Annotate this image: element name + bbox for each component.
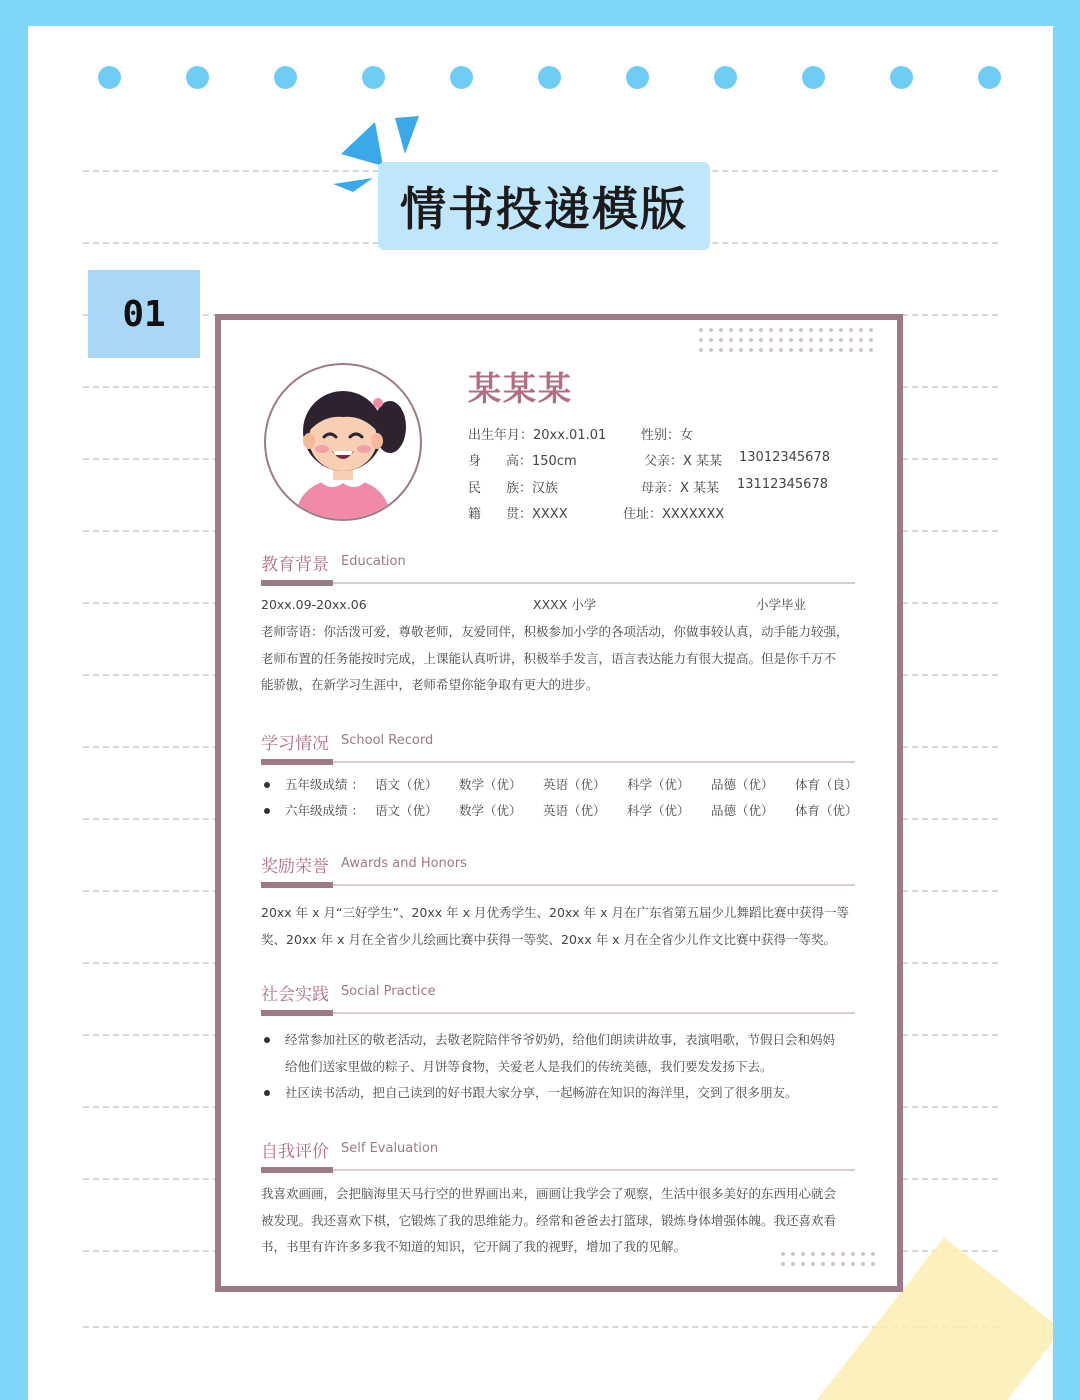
section-accent-bar	[261, 882, 333, 888]
pattern-dot	[789, 348, 793, 352]
origin-label: 籍	[468, 507, 482, 522]
pattern-dot	[749, 348, 753, 352]
binder-hole	[890, 66, 913, 89]
bullet-icon	[264, 1090, 270, 1096]
pattern-dot	[821, 1262, 825, 1266]
father-name: 父亲：X 某某	[644, 454, 723, 469]
grade-item: 语文（优）	[375, 803, 438, 818]
pattern-dot	[831, 1262, 835, 1266]
address: 住址：XXXXXXX	[623, 507, 725, 522]
grade-row-label: 五年级成绩 ：	[285, 777, 364, 792]
section-title-en: Self Evaluation	[341, 1141, 439, 1156]
binder-hole	[626, 66, 649, 89]
text-line: 奖、20xx 年 x 月在全省少儿绘画比赛中获得一等奖、20xx 年 x 月在全省少儿作文比赛中获得一等奖。	[261, 931, 837, 947]
binder-hole	[538, 66, 561, 89]
self-eval-text	[261, 1181, 836, 1261]
grade-item: 科学（优）	[627, 803, 690, 818]
pattern-dot	[729, 348, 733, 352]
awards-text	[261, 900, 849, 953]
pattern-dot	[839, 328, 843, 332]
pattern-dot	[789, 328, 793, 332]
pattern-dot	[849, 348, 853, 352]
pattern-dot	[829, 338, 833, 342]
pattern-dot	[829, 348, 833, 352]
binder-holes	[98, 66, 998, 90]
gender: 性别：女	[641, 428, 694, 443]
section-divider	[261, 761, 855, 763]
pattern-dot	[709, 348, 713, 352]
pattern-dot	[871, 1252, 875, 1256]
text-line: 给他们送家里做的粽子、月饼等食物，关爱老人是我们的传统美德，我们要发发扬下去。	[285, 1058, 773, 1074]
pattern-dot	[699, 338, 703, 342]
section-title-cn: 社会实践	[261, 985, 329, 1005]
pattern-dot	[841, 1252, 845, 1256]
pattern-dot	[789, 338, 793, 342]
pattern-dot	[859, 348, 863, 352]
education-comment	[261, 619, 849, 699]
pattern-dot	[871, 1262, 875, 1266]
text-line: 书，书里有许许多多我不知道的知识，它开阔了我的视野，增加了我的见解。	[261, 1239, 687, 1254]
pattern-dot	[709, 338, 713, 342]
mother-name: 母亲：X 某某	[641, 481, 720, 496]
binder-hole	[450, 66, 473, 89]
education-status: 小学毕业	[756, 597, 807, 612]
pattern-dot	[759, 348, 763, 352]
grade-item: 数学（优）	[459, 803, 522, 818]
pattern-dot	[709, 328, 713, 332]
pattern-dot	[839, 348, 843, 352]
section-accent-bar	[261, 580, 333, 586]
section-title-en: Education	[341, 554, 406, 569]
grade-row-label: 六年级成绩 ：	[285, 803, 364, 818]
grade-item: 品德（优）	[711, 777, 774, 792]
pattern-dot	[739, 348, 743, 352]
bullet-icon	[264, 782, 270, 788]
binder-hole	[714, 66, 737, 89]
ruled-line	[83, 1326, 998, 1328]
avatar	[264, 363, 422, 521]
section-accent-bar	[261, 1010, 333, 1016]
pattern-dot	[759, 328, 763, 332]
grade-item: 语文（优）	[375, 777, 438, 792]
section-divider	[261, 582, 855, 584]
pattern-dot	[781, 1262, 785, 1266]
pattern-dot	[851, 1262, 855, 1266]
education-school: XXXX 小学	[533, 597, 597, 612]
text-line: 被发现。我还喜欢下棋，它锻炼了我的思维能力。经常和爸爸去打篮球，锻炼身体增强体魄。我还喜欢看	[261, 1212, 837, 1228]
pattern-dot	[729, 328, 733, 332]
section-title-cn: 奖励荣誉	[261, 857, 329, 877]
pattern-dot	[819, 328, 823, 332]
grade-item: 体育（良）	[795, 777, 858, 792]
pattern-dot	[829, 328, 833, 332]
number-label: 01	[122, 293, 166, 335]
pattern-dot	[749, 338, 753, 342]
pattern-dot	[869, 328, 873, 332]
pattern-dot	[851, 1252, 855, 1256]
pattern-dot	[809, 328, 813, 332]
pattern-dot	[719, 348, 723, 352]
section-divider	[261, 884, 855, 886]
section-header-social	[261, 980, 859, 1010]
text-line: 我喜欢画画，会把脑海里天马行空的世界画出来，画画让我学会了观察，生活中很多美好的东西用心就会	[261, 1186, 837, 1201]
bullet-icon	[264, 1037, 270, 1043]
pattern-dot	[759, 338, 763, 342]
pattern-dot	[849, 328, 853, 332]
section-accent-bar	[261, 759, 333, 765]
title-banner	[378, 162, 710, 250]
pattern-dot	[839, 338, 843, 342]
text-line: 老师寄语：你活泼可爱，尊敬老师，友爱同伴，积极参加小学的各项活动，你做事较认真，动手能力较强，	[261, 624, 849, 639]
pattern-dot	[819, 338, 823, 342]
page-title: 情书投递模版	[400, 182, 688, 236]
pattern-dot	[739, 328, 743, 332]
mother-phone: 13112345678	[737, 477, 828, 492]
pattern-dot	[799, 328, 803, 332]
social-item	[285, 1080, 798, 1107]
pattern-dot	[791, 1262, 795, 1266]
pattern-dot	[809, 348, 813, 352]
number-badge	[88, 270, 200, 358]
pattern-dot	[739, 338, 743, 342]
pattern-dot	[819, 348, 823, 352]
pattern-dot	[859, 338, 863, 342]
section-title-cn: 学习情况	[261, 734, 329, 754]
pattern-dot	[699, 328, 703, 332]
pattern-dot	[749, 328, 753, 332]
pattern-dot	[729, 338, 733, 342]
pattern-dot	[699, 348, 703, 352]
social-item	[285, 1027, 835, 1080]
section-divider	[261, 1012, 855, 1014]
section-title-en: Awards and Honors	[341, 856, 467, 871]
binder-hole	[802, 66, 825, 89]
grade-item: 品德（优）	[711, 803, 774, 818]
pattern-dot	[869, 348, 873, 352]
section-divider	[261, 1169, 855, 1171]
text-line: 20xx 年 x 月“三好学生”、20xx 年 x 月优秀学生、20xx 年 x 月在广东省第五届少儿舞蹈比赛中获得一等	[261, 905, 850, 920]
section-header-education	[261, 550, 859, 580]
binder-hole	[186, 66, 209, 89]
pattern-dot	[769, 338, 773, 342]
grade-item: 科学（优）	[627, 777, 690, 792]
notebook-paper	[28, 26, 1053, 1400]
resume-card	[215, 314, 903, 1292]
text-line: 经常参加社区的敬老活动，去敬老院陪伴爷爷奶奶，给他们朗读讲故事，表演唱歌，节假日会和妈妈	[285, 1032, 836, 1047]
pattern-dot	[779, 328, 783, 332]
section-title-en: Social Practice	[341, 984, 436, 999]
pattern-dot	[799, 348, 803, 352]
nation-label: 民	[468, 481, 482, 496]
grade-item: 体育（优）	[795, 803, 858, 818]
pattern-dot	[861, 1262, 865, 1266]
nation-value: 族：汉族	[506, 481, 559, 496]
pattern-dot	[849, 338, 853, 342]
height-label: 身	[468, 454, 482, 469]
binder-hole	[362, 66, 385, 89]
pattern-dot	[801, 1262, 805, 1266]
pattern-dot	[869, 338, 873, 342]
binder-hole	[98, 66, 121, 89]
pattern-dot	[861, 1252, 865, 1256]
section-header-school-record	[261, 729, 859, 759]
section-header-awards	[261, 852, 859, 882]
pattern-dot	[769, 348, 773, 352]
pattern-dot	[719, 328, 723, 332]
section-header-self-eval	[261, 1137, 859, 1167]
girl-avatar-icon	[266, 365, 420, 519]
birth-date: 出生年月：20xx.01.01	[468, 428, 607, 443]
section-title-cn: 教育背景	[261, 555, 329, 575]
origin-value: 贯：XXXX	[506, 507, 568, 522]
binder-hole	[274, 66, 297, 89]
pattern-dot	[809, 338, 813, 342]
education-period: 20xx.09-20xx.06	[261, 597, 367, 612]
pattern-dot	[811, 1262, 815, 1266]
binder-hole	[978, 66, 1001, 89]
candidate-name: 某某某	[468, 369, 573, 408]
section-title-cn: 自我评价	[261, 1142, 329, 1162]
section-accent-bar	[261, 1167, 333, 1173]
grade-item: 英语（优）	[543, 803, 606, 818]
bullet-icon	[264, 808, 270, 814]
pattern-dot	[799, 338, 803, 342]
grade-item: 数学（优）	[459, 777, 522, 792]
section-title-en: School Record	[341, 733, 434, 748]
pattern-dot	[779, 338, 783, 342]
text-line: 老师布置的任务能按时完成，上课能认真听讲，积极举手发言，语言表达能力有很大提高。但是你千万不	[261, 650, 837, 666]
height-value: 高：150cm	[506, 454, 577, 469]
text-line: 社区读书活动，把自己读到的好书跟大家分享，一起畅游在知识的海洋里，交到了很多朋友。	[285, 1085, 798, 1100]
father-phone: 13012345678	[739, 450, 830, 465]
pattern-dot	[841, 1262, 845, 1266]
pattern-dot	[779, 348, 783, 352]
text-line: 能骄傲，在新学习生涯中，老师希望你能争取有更大的进步。	[261, 677, 599, 692]
grade-item: 英语（优）	[543, 777, 606, 792]
pattern-dot	[719, 338, 723, 342]
pattern-dot	[769, 328, 773, 332]
pattern-dot	[859, 328, 863, 332]
